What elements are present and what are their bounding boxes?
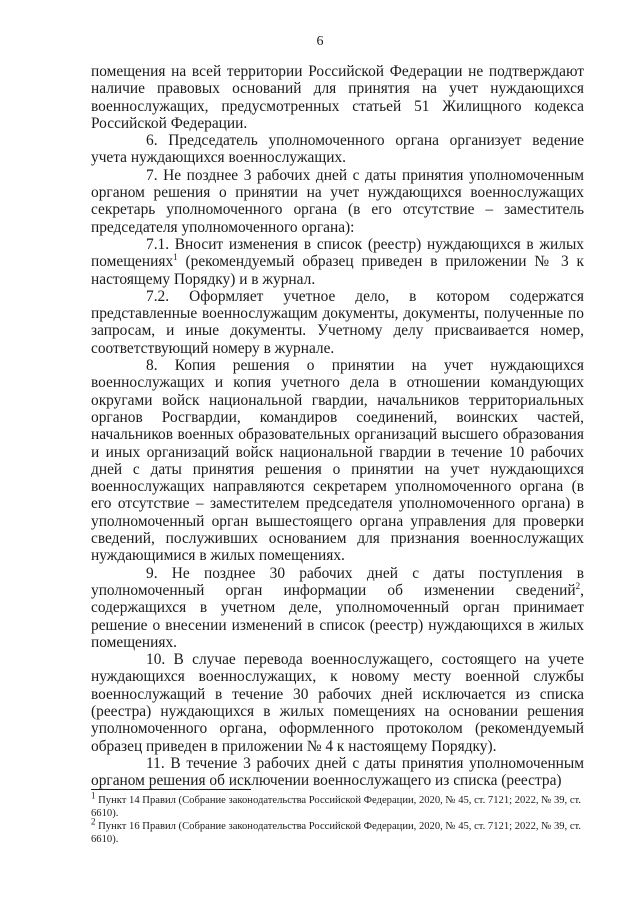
paragraph-continuation: помещения на всей территории Российской Федерации не подтверждают наличие правовых оснований для принятия на учет нуждающихся военнослужащих, предусмотренных статьей 51 Жилищного кодекса Российской Федерации. bbox=[91, 63, 584, 132]
paragraph-9-text-cont: , содержащихся в учетном деле, уполномоченный орган принимает решение о внесении изменений в список (реестр) нуждающихся в жилых помещениях. bbox=[91, 581, 584, 651]
paragraph-11: 11. В течение 3 рабочих дней с даты принятия уполномоченным органом решения об исключении военнослужащего из списка (реестра) bbox=[91, 754, 584, 790]
document-body bbox=[91, 63, 584, 789]
footnote-ref-1: 1 bbox=[173, 252, 178, 263]
footnotes bbox=[91, 790, 584, 846]
paragraph-7-2: 7.2. Оформляет учетное дело, в котором содержатся представленные военнослужащим документы, документы, полученные по запросам, и иные документы. Учетному делу присваивается номер, соответствующий номеру в журнале. bbox=[91, 287, 584, 357]
footnote-2 bbox=[91, 816, 584, 846]
paragraph-9-text: 9. Не позднее 30 рабочих дней с даты поступления в уполномоченный орган информации об изменении сведений bbox=[91, 564, 584, 599]
paragraph-6: 6. Председатель уполномоченного органа организует ведение учета нуждающихся военнослужащих. bbox=[91, 132, 584, 167]
footnote-1-mark: 1 bbox=[91, 790, 96, 801]
paragraph-7-1-text-cont: (рекомендуемый образец приведен в приложении № 3 к настоящему Порядку) и в журнал. bbox=[91, 253, 584, 288]
footnote-ref-2: 2 bbox=[575, 580, 581, 591]
paragraph-7-1-text: 7.1. Вносит изменения в список (реестр) нуждающихся в жилых помещениях bbox=[91, 235, 584, 271]
paragraph-10: 10. В случае перевода военнослужащего, состоящего на учете нуждающихся военнослужащих, к новому месту военной службы военнослужащий в течение 30 рабочих дней исключается из списка (реестра) нуждающихся в жилых помещениях на основании решения уполномоченного органа, оформленного протоколом (рекомендуемый образец приведен в приложении № 4 к настоящему Порядку). bbox=[91, 651, 584, 755]
paragraph-7: 7. Не позднее 3 рабочих дней с даты принятия уполномоченным органом решения о принятии на учет нуждающихся военнослужащих секретарь уполномоченного органа (в его отсутствие – заместитель председателя уполномоченного органа): bbox=[91, 166, 584, 236]
footnote-2-mark: 2 bbox=[91, 816, 96, 827]
footnote-1-text: Пункт 14 Правил (Собрание законодательства Российской Федерации, 2020, № 45, ст. 7121; 2022, № 39, ст. 6610). bbox=[91, 795, 582, 819]
footnote-separator bbox=[91, 789, 251, 790]
paragraph-7-1 bbox=[91, 236, 584, 288]
page-number: 6 bbox=[316, 34, 324, 49]
footnote-1 bbox=[91, 790, 584, 820]
footnote-2-text: Пункт 16 Правил (Собрание законодательства Российской Федерации, 2020, № 45, ст. 7121; 2022, № 39, ст. 6610). bbox=[91, 821, 582, 845]
paragraph-8: 8. Копия решения о принятии на учет нуждающихся военнослужащих и копия учетного дела в отношении командующих округами войск национальной гвардии, начальников территориальных органов Росгвардии, командиров соединений, воинских частей, начальников военных образовательных организаций высшего образования и иных организаций войск национальной гвардии в течение 10 рабочих дней с даты принятия решения о принятии на учет нуждающихся военнослужащих направляются секретарем уполномоченного органа (в его отсутствие – заместителем председателя уполномоченного органа) в уполномоченный орган вышестоящего органа управления для проверки сведений, послуживших основанием для признания военнослужащих нуждающимися в жилых помещениях. bbox=[91, 357, 584, 565]
paragraph-9 bbox=[91, 565, 584, 651]
